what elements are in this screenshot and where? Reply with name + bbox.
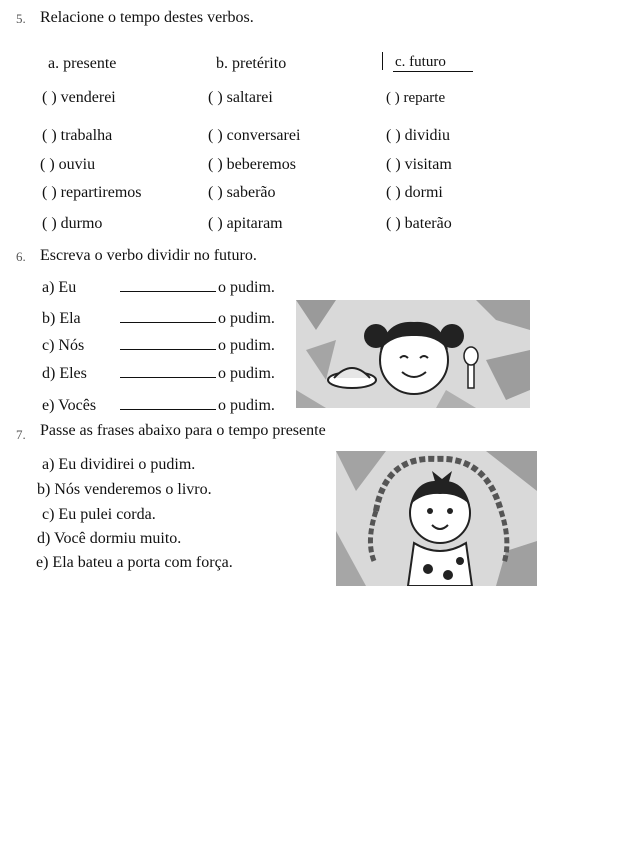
- fill-item-c: [42, 337, 275, 355]
- question-5-number: 5.: [16, 11, 26, 26]
- fill-item-d: [42, 365, 275, 383]
- match-row1-col3: ( ) reparte: [386, 90, 446, 106]
- match-row5-col2: ( ) apitaram: [208, 215, 283, 232]
- match-row4-col1: ( ) repartiremos: [42, 184, 142, 201]
- match-row2-col3: ( ) dividiu: [386, 127, 450, 144]
- sentence-c: c) Eu pulei corda.: [42, 506, 156, 523]
- fill-item-a-label: a) Eu: [42, 279, 77, 296]
- header-futuro: c. futuro: [395, 54, 446, 70]
- question-6-prompt: Escreva o verbo dividir no futuro.: [40, 247, 257, 264]
- fill-item-e-label: e) Vocês: [42, 397, 97, 414]
- header-presente: a. presente: [48, 55, 117, 72]
- match-row1-col1: ( ) venderei: [42, 89, 116, 106]
- sentence-a: a) Eu dividirei o pudim.: [42, 456, 196, 473]
- girl-jumping-rope-drawing: [336, 451, 537, 586]
- header-preterito: b. pretérito: [216, 55, 287, 72]
- fill-item-b-label: b) Ela: [42, 310, 81, 327]
- match-row5-col3: ( ) baterão: [386, 215, 452, 232]
- fill-item-a-blank[interactable]: [120, 281, 216, 292]
- match-row4-col2: ( ) saberão: [208, 184, 276, 201]
- match-row3-col1: ( ) ouviu: [40, 156, 96, 173]
- fill-item-d-label: d) Eles: [42, 365, 87, 382]
- match-row3-col2: ( ) beberemos: [208, 156, 296, 173]
- girl-with-cake-drawing: [296, 300, 530, 408]
- fill-item-a: [42, 279, 275, 297]
- fill-item-b-blank[interactable]: [120, 312, 216, 323]
- sentence-b: b) Nós venderemos o livro.: [37, 481, 212, 498]
- fill-item-e: [42, 397, 275, 415]
- fill-item-a-suffix: o pudim.: [218, 279, 275, 296]
- sentence-d: d) Você dormiu muito.: [37, 530, 182, 547]
- fill-item-b: [42, 310, 275, 328]
- sentence-e: e) Ela bateu a porta com força.: [36, 554, 233, 571]
- girl-jumping-rope-illustration: [336, 451, 537, 586]
- fill-item-e-suffix: o pudim.: [218, 397, 275, 414]
- header-futuro-underline: [393, 71, 473, 72]
- fill-item-d-blank[interactable]: [120, 367, 216, 378]
- fill-item-e-blank[interactable]: [120, 399, 216, 410]
- fill-item-c-suffix: o pudim.: [218, 337, 275, 354]
- match-row2-col1: ( ) trabalha: [42, 127, 113, 144]
- question-7-number: 7.: [16, 427, 26, 442]
- header-divider: [382, 52, 383, 70]
- fill-item-d-suffix: o pudim.: [218, 365, 275, 382]
- question-7-prompt: Passe as frases abaixo para o tempo presente: [40, 422, 326, 439]
- fill-item-c-label: c) Nós: [42, 337, 85, 354]
- match-row2-col2: ( ) conversarei: [208, 127, 301, 144]
- match-row5-col1: ( ) durmo: [42, 215, 103, 232]
- match-row1-col2: ( ) saltarei: [208, 89, 273, 106]
- girl-with-cake-illustration: [296, 300, 530, 408]
- fill-item-c-blank[interactable]: [120, 339, 216, 350]
- fill-item-b-suffix: o pudim.: [218, 310, 275, 327]
- question-6-number: 6.: [16, 249, 26, 264]
- match-row3-col3: ( ) visitam: [386, 156, 452, 173]
- match-row4-col3: ( ) dormi: [386, 184, 443, 201]
- question-5-prompt: Relacione o tempo destes verbos.: [40, 9, 254, 26]
